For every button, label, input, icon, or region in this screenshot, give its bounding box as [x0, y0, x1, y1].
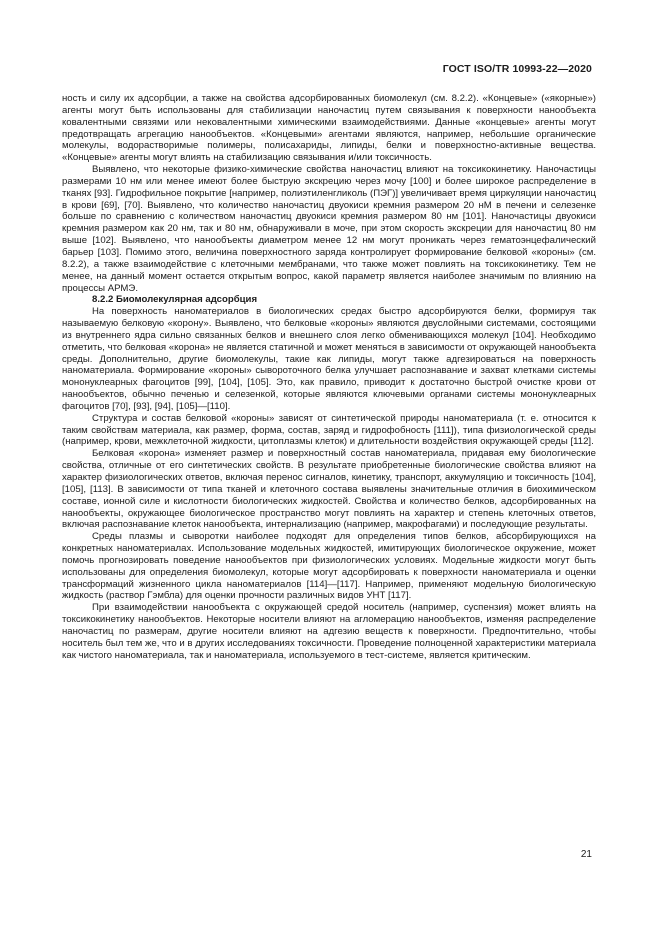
- paragraph-2: Выявлено, что некоторые физико-химические свойства наночастиц влияют на токсикокинетику. Наночастицы размерами 10 нм или менее имеют более быструю экскрецию через мочу [100] и более широкое распределение в тканях [93]. Гидрофильное покрытие [например, полиэтиленгликоль (ПЭГ)] увеличивает время циркуляции наночастиц в крови [69], [70]. Выявлено, что количество наночастиц двуокиси кремния размером 20 нМ в печени и селезенке больше по сравнению с количеством наночастиц двуокиси кремния размером 80 нм [101]. Наночастицы двуокиси кремния размером как 20 нм, так и 80 нм, обнаруживали в моче, при этом скорость экскреции для наночастиц 80 нм выше [102]. Выявлено, что нанообъекты диаметром менее 12 нм могут проникать через гематоэнцефалический барьер [103]. Помимо этого, величина поверхностного заряда контролирует формирование белковой «короны» (см. 8.2.2), а также взаимодействие с клеточными мембранами, что также может повлиять на токсикокинетику. Тем не менее, на данный момент остается открытым вопрос, какой параметр является наиболее значимым по влиянию на процессы АРМЭ.: [62, 164, 596, 294]
- paragraph-4: Структура и состав белковой «короны» зависят от синтетической природы наноматериала (т. е. относится к таким свойствам материала, как размер, форма, состав, заряд и гидрофобность [111]), типа физиологической среды (например, крови, межклеточной жидкости, цитоплазмы клеток) и длительности воздействия окружающей среды [112].: [62, 412, 596, 448]
- paragraph-5: Белковая «корона» изменяет размер и поверхностный состав наноматериала, придавая ему биологические свойства, отличные от его синтетических свойств. В результате приобретенные биологические свойства влияют на характер физиологических ответов, включая перенос сигналов, кинетику, транспорт, аккумуляцию и токсичность [104], [105], [113]. В зависимости от типа тканей и клеточного состава выявлены значительные отличия в биохимическом составе, ионной силе и кислотности биологических жидкостей. Свойства и количество белков, адсорбированных на нанообъекты, окружающее биологическое пространство могут повлиять на характер и степень клеточных ответов, включая распознавание клеток нанообъекта, интернализацию (например, макрофагами) и последующие результаты.: [62, 448, 596, 531]
- document-body: [62, 93, 596, 662]
- paragraph-3: На поверхность наноматериалов в биологических средах быстро адсорбируются белки, формируя так называемую белковую «корону». Выявлено, что белковые «короны» являются двуслойными системами, состоящими из внутреннего ядра сильно связанных белков и внешнего слоя легко обменивающихся молекул [104]. Необходимо отметить, что белковая «корона» не является статичной и может меняться в зависимости от окружающей нанообъекта среды. Дополнительно, другие биомолекулы, такие как липиды, могут также адгезироваться на поверхность наноматериала. Формирование «короны» сывороточного белка улучшает распознавание и захват клетками системы мононуклеарных фагоцитов [99], [104], [105]. Это, как правило, приводит к достаточно быстрой очистке крови от нанообъектов, обычно печенью и селезенкой, которые являются ключевыми органами системы мононуклеарных фагоцитов [70], [93], [94], [105]—[110].: [62, 306, 596, 412]
- section-heading: 8.2.2 Биомолекулярная адсорбция: [92, 294, 258, 306]
- paragraph-1: ность и силу их адсорбции, а также на свойства адсорбированных биомолекул (см. 8.2.2). «Концевые» («якорные») агенты могут быть использованы для стабилизации наночастиц путем связывания к поверхности нанообъекта ковалентными связями или нековалентными химическими взаимодействиями. Данные «концевые» агенты могут предотвращать агрегацию нанообъектов. «Концевыми» агентами являются, например, небольшие органические молекулы, водорастворимые полимеры, полисахариды, липиды, белки и поверхностно-активные вещества. «Концевые» агенты могут влиять на стабилизацию связывания и/или токсичность.: [62, 93, 596, 164]
- paragraph-7: При взаимодействии нанообъекта с окружающей средой носитель (например, суспензия) может влиять на токсикокинетику нанообъектов. Некоторые носители влияют на агломерацию нанообъектов, изменяя распределение наночастиц по размерам, другие носители влияют на адгезию веществ к поверхности. Предпочтительно, чтобы носитель был тем же, что и в других исследованиях токсичности. Проведение полноценной характеристики материала как чистого наноматериала, так и наноматериала, используемого в тест-системе, является критическим.: [62, 602, 596, 661]
- paragraph-6: Среды плазмы и сыворотки наиболее подходят для определения типов белков, абсорбирующихся на конкретных наноматериалах. Использование модельных жидкостей, имитирующих биологическое окружение, может помочь прогнозировать поведение нанообъектов при физиологических условиях. Модельные жидкости могут быть использованы для определения биомолекул, которые могут адсорбировать к поверхности наноматериала и оценки трансформаций жизненного цикла наноматериалов [114]—[117]. Например, применяют модельную биологическую жидкость (раствор Гэмбла) для оценки прочности различных видов УНТ [117].: [62, 531, 596, 602]
- page-number: 21: [580, 849, 592, 860]
- document-header: ГОСТ ISO/TR 10993-22—2020: [442, 63, 592, 75]
